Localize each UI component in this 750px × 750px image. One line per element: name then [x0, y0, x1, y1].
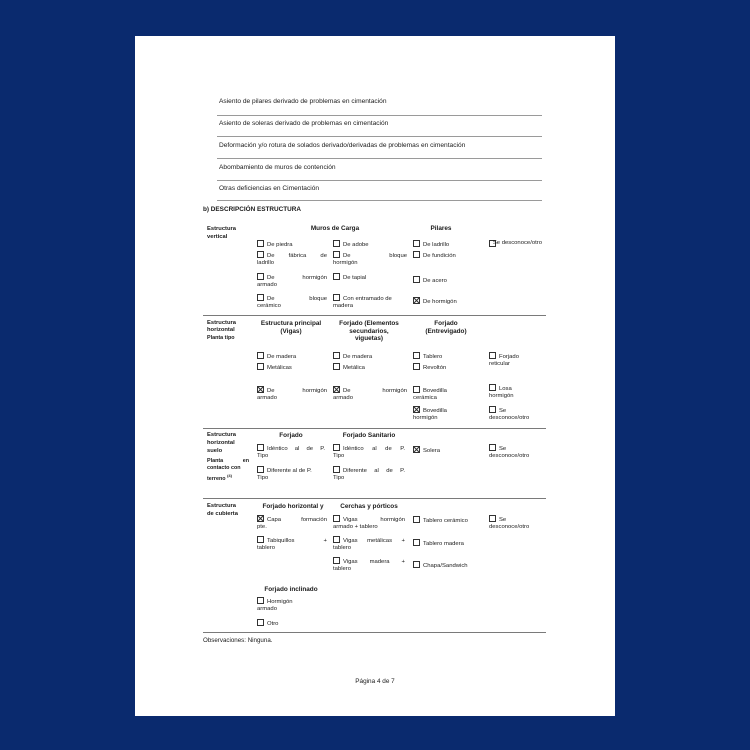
checkbox[interactable] [257, 363, 264, 370]
list-item: Asiento de pilares derivado de problemas en cimentación [219, 98, 387, 105]
checkbox[interactable] [257, 466, 264, 473]
checkbox-option[interactable]: Tablero [413, 352, 442, 361]
checkbox[interactable] [257, 444, 264, 451]
column-header: Muros de Carga [310, 225, 360, 232]
checkbox[interactable] [257, 294, 264, 301]
checkbox[interactable] [413, 352, 420, 359]
checkbox[interactable] [413, 251, 420, 258]
checkbox[interactable] [333, 515, 340, 522]
checkbox[interactable] [489, 352, 496, 359]
checkbox[interactable] [413, 363, 420, 370]
row-label: Estructura [207, 320, 236, 326]
checked-checkbox[interactable] [413, 406, 420, 413]
checkbox[interactable] [489, 515, 496, 522]
checkbox-option[interactable]: De acero [413, 276, 447, 285]
checkbox-option[interactable]: Se desconoce/otro [489, 517, 530, 531]
section-divider [203, 315, 546, 316]
row-label: horizontal [207, 327, 235, 333]
checkbox-option[interactable]: Tabiquillos + tablero [257, 538, 327, 552]
checkbox[interactable] [489, 406, 496, 413]
row-label: Planta en contacto con terreno $^{(4)}$ [207, 458, 249, 483]
checkbox-option[interactable]: Capa formación pte. [257, 517, 327, 531]
checkbox-option[interactable]: Vigas madera + tablero [333, 559, 405, 573]
checkbox-option[interactable]: Con entramado de madera [333, 296, 392, 310]
checkbox-option[interactable]: Diferente al de P. Tipo [257, 468, 312, 482]
checked-checkbox[interactable] [333, 386, 340, 393]
checkbox[interactable] [257, 273, 264, 280]
checkbox-option[interactable]: De tapial [333, 273, 407, 282]
section-divider [203, 632, 546, 633]
checkbox[interactable] [413, 276, 420, 283]
checkbox-option[interactable]: Vigas metálicas + tablero [333, 538, 405, 552]
checkbox-option[interactable]: De hormigón [413, 297, 457, 306]
divider [217, 157, 542, 159]
checkbox[interactable] [257, 619, 264, 626]
checkbox-option[interactable]: De fábrica de ladrillo [257, 253, 327, 267]
checked-checkbox[interactable] [257, 515, 264, 522]
column-header: Forjado horizontal y [262, 503, 324, 510]
checkbox[interactable] [257, 352, 264, 359]
checkbox[interactable] [413, 539, 420, 546]
divider [217, 199, 542, 201]
checkbox-option[interactable]: Tablero cerámico [413, 516, 468, 525]
page-number: Página 4 de 7 [355, 678, 395, 685]
checkbox-option[interactable]: De madera [333, 352, 372, 361]
checkbox[interactable] [333, 557, 340, 564]
checkbox[interactable] [333, 273, 340, 280]
checkbox-option[interactable]: De madera [257, 352, 296, 361]
observations: Observaciones: Ninguna. [203, 637, 273, 644]
checkbox-option[interactable]: De hormigón armado [333, 388, 407, 402]
column-header: Pilares [430, 225, 452, 232]
checkbox[interactable] [413, 386, 420, 393]
checkbox-option[interactable]: De bloque hormigón [333, 253, 407, 267]
checkbox[interactable] [257, 536, 264, 543]
row-label: Estructura [207, 432, 236, 438]
divider [217, 179, 542, 181]
checkbox-option[interactable]: Otro [257, 619, 278, 628]
list-item: Deformación y/o rotura de solados derivado/derivadas de problemas en cimentación [219, 142, 466, 149]
checkbox-option[interactable]: De fundición [413, 251, 456, 260]
row-label: suelo [207, 448, 223, 454]
checkbox[interactable] [333, 352, 340, 359]
list-item: Otras deficiencias en Cimentación [219, 185, 320, 192]
checkbox[interactable] [333, 466, 340, 473]
checkbox[interactable] [257, 251, 264, 258]
column-header: Forjado [279, 432, 303, 439]
checkbox-option[interactable]: De hormigón armado [257, 388, 327, 402]
row-label: Estructura [207, 226, 236, 232]
checkbox[interactable] [489, 444, 496, 451]
checkbox-option[interactable]: Se desconoce/otro [489, 408, 530, 422]
checkbox-option[interactable]: Solera [413, 446, 440, 455]
checkbox-option[interactable]: Idéntico al de P. Tipo [257, 446, 325, 460]
checkbox-option[interactable]: Metálica [333, 363, 365, 372]
checkbox-option[interactable]: Forjado reticular [489, 354, 519, 368]
column-header: Forjado (Entrevigado) [425, 320, 467, 335]
list-item: Asiento de soleras derivado de problemas en cimentación [219, 120, 389, 127]
row-label: de cubierta [207, 511, 238, 517]
column-header: Cerchas y pórticos [340, 503, 398, 510]
column-header: Forjado (Elementos secundarios, viguetas) [339, 320, 399, 343]
checkbox-option[interactable]: De adobe [333, 240, 407, 249]
option-label: Se desconoce/otro [492, 240, 542, 246]
checkbox-option[interactable]: Vigas hormigón armado + tablero [333, 517, 405, 531]
checkbox[interactable] [333, 363, 340, 370]
row-label: vertical [207, 234, 228, 240]
checkbox[interactable] [489, 384, 496, 391]
checkbox[interactable] [413, 516, 420, 523]
checkbox-option[interactable]: Hormigón armado [257, 599, 293, 613]
section-title: b) DESCRIPCIÓN ESTRUCTURA [203, 206, 301, 213]
checkbox[interactable] [333, 444, 340, 451]
checked-checkbox[interactable] [413, 446, 420, 453]
row-label: Estructura [207, 503, 236, 509]
row-label: horizontal [207, 440, 235, 446]
checkbox[interactable] [333, 536, 340, 543]
list-item: Abombamiento de muros de contención [219, 164, 336, 171]
checkbox[interactable] [333, 294, 340, 301]
checkbox-option[interactable]: Idéntico al de P. Tipo [333, 446, 405, 460]
column-header: Forjado Sanitario [342, 432, 396, 439]
checkbox-option[interactable]: De piedra [257, 240, 327, 249]
checkbox-option[interactable]: Revoltón [413, 363, 446, 372]
row-label: Planta tipo [207, 335, 235, 341]
checkbox-option[interactable]: Metálicas [257, 363, 292, 372]
checked-checkbox[interactable] [413, 297, 420, 304]
checkbox[interactable] [257, 240, 264, 247]
checkbox-option[interactable]: De ladrillo [413, 240, 449, 249]
divider [217, 135, 542, 137]
checkbox[interactable] [413, 561, 420, 568]
checked-checkbox[interactable] [257, 386, 264, 393]
checkbox-option[interactable]: Bovedilla cerámica [413, 388, 447, 402]
checkbox-option[interactable]: Losa hormigón [489, 386, 514, 400]
document-page [135, 36, 615, 716]
checkbox-option[interactable]: De hormigón armado [257, 275, 327, 289]
divider [217, 114, 542, 116]
checkbox-option[interactable]: Diferente al de P. Tipo [333, 468, 405, 482]
checkbox-option[interactable]: Bovedilla hormigón [413, 408, 447, 422]
checkbox-option[interactable]: Se desconoce/otro [489, 446, 530, 460]
checkbox-option[interactable]: Chapa/Sandwich [413, 561, 468, 570]
checkbox[interactable] [413, 240, 420, 247]
checkbox[interactable] [333, 251, 340, 258]
section-divider [203, 498, 546, 499]
section-divider [203, 428, 546, 429]
subsection-header: Forjado inclinado [264, 586, 318, 593]
checkbox-option[interactable]: De bloque cerámico [257, 296, 327, 310]
column-header: Estructura principal (Vigas) [260, 320, 322, 335]
checkbox[interactable] [257, 597, 264, 604]
checkbox-option[interactable]: Tablero madera [413, 539, 464, 548]
checkbox[interactable] [333, 240, 340, 247]
